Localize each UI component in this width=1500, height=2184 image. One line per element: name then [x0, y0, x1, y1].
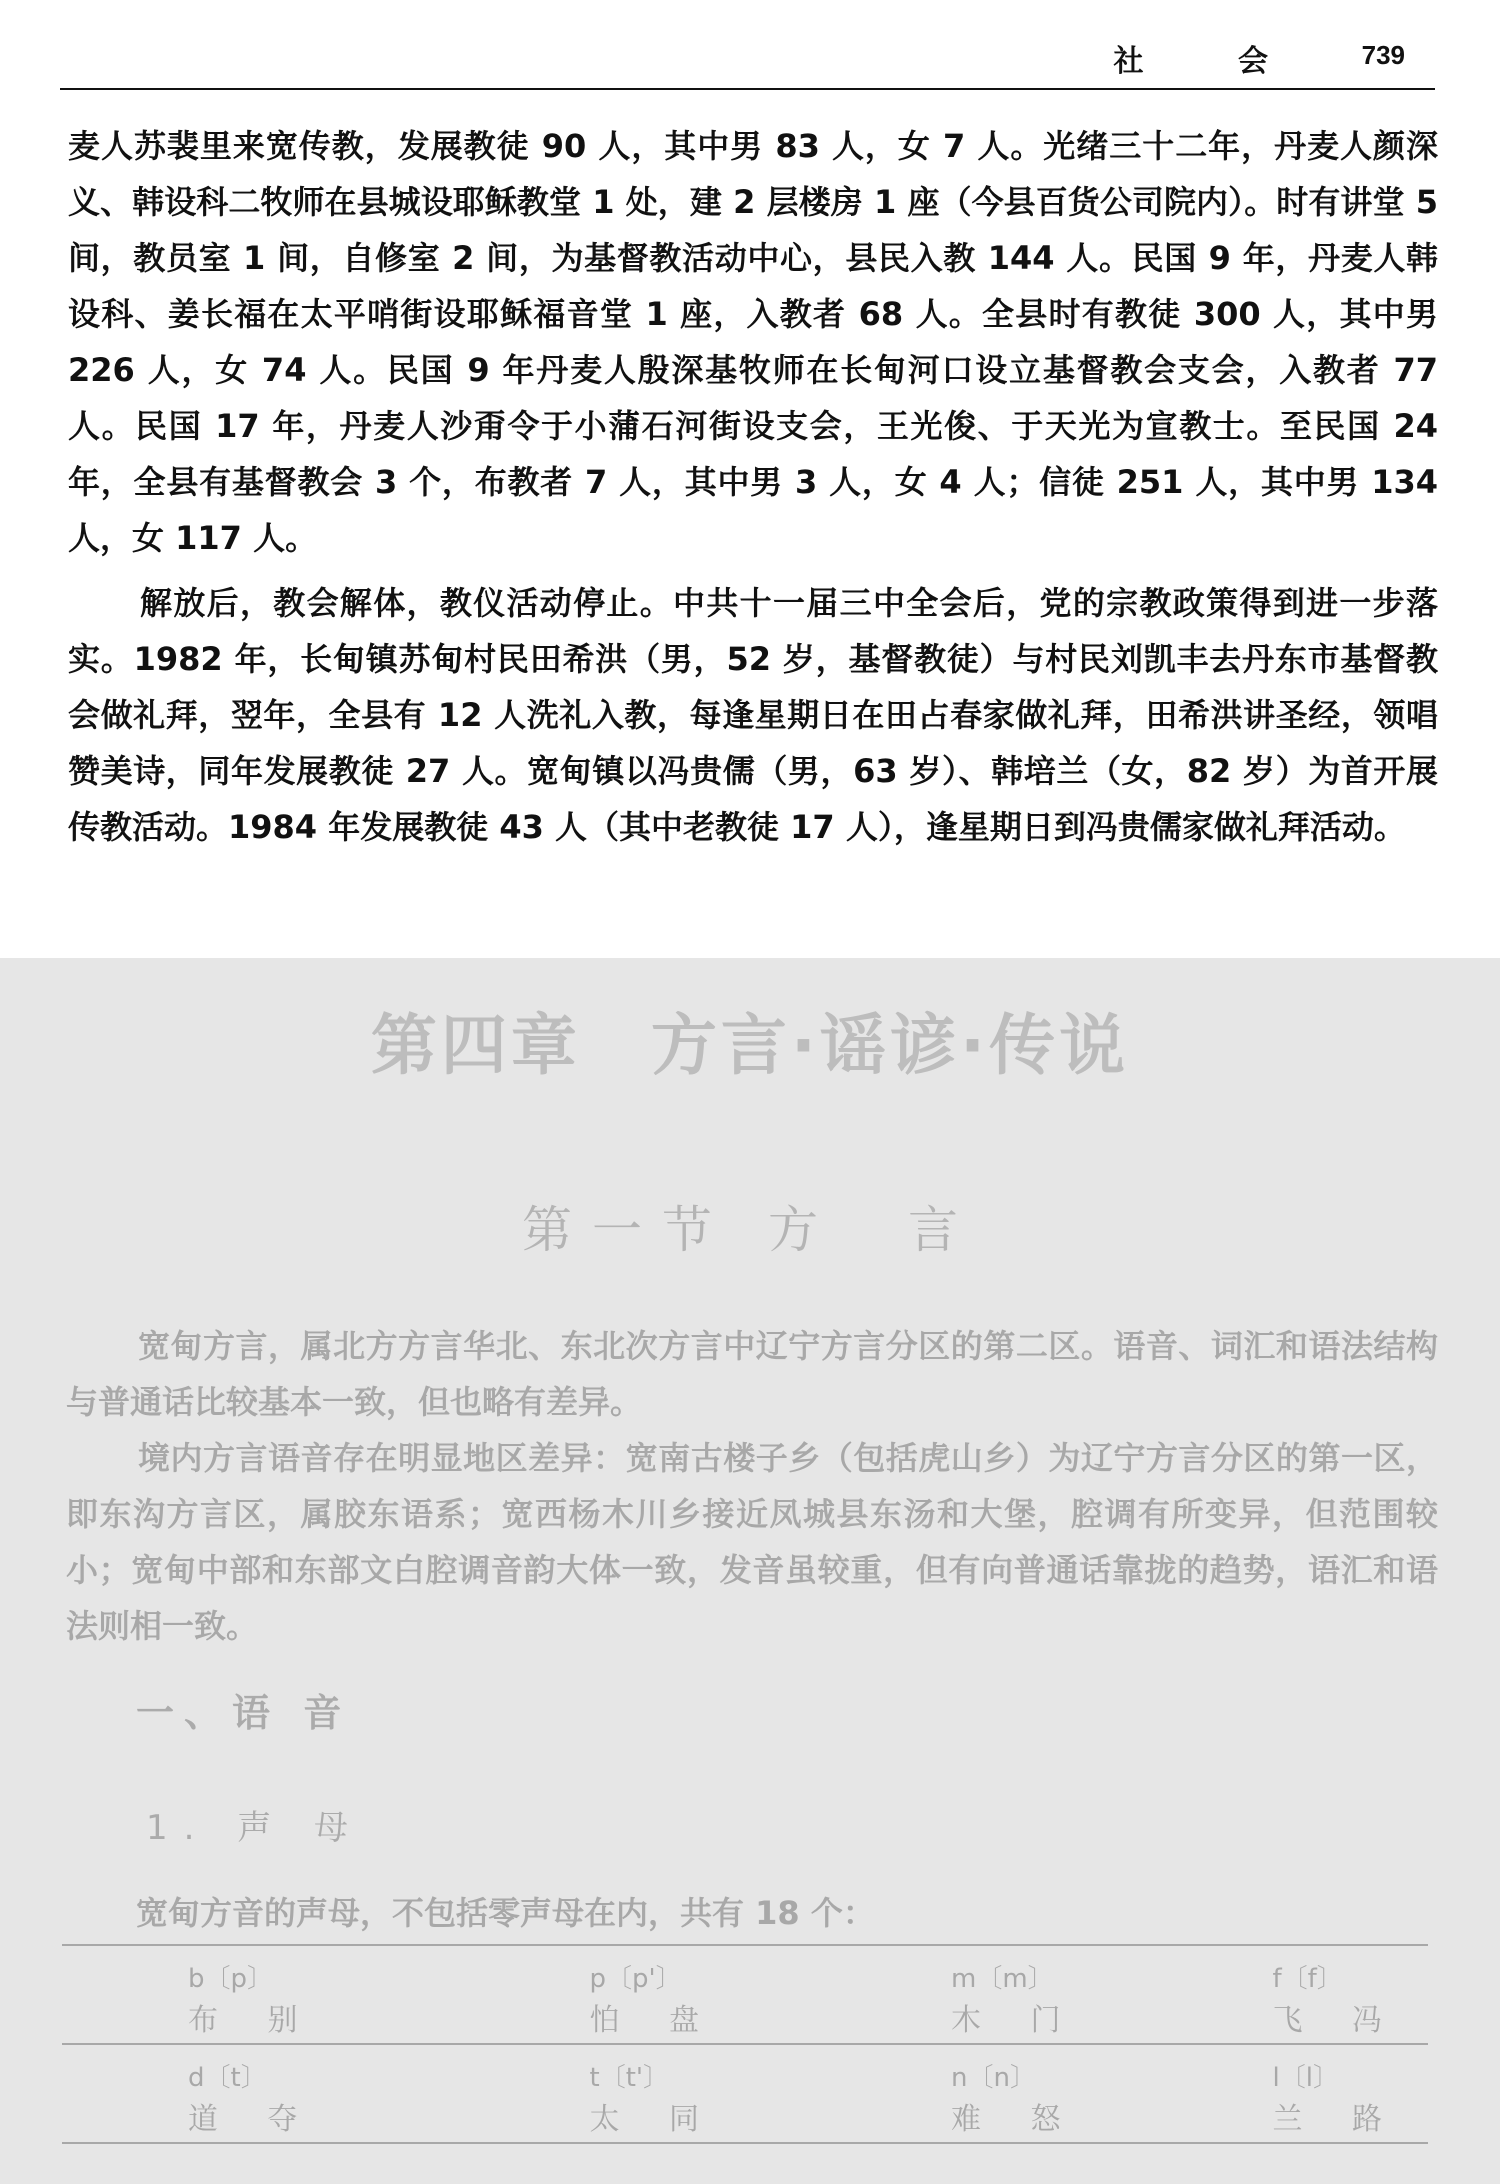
initial-symbol: d〔t〕: [188, 2063, 267, 2093]
paragraph-after-liberation: 解放后，教会解体，教仪活动停止。中共十一届三中全会后，党的宗教政策得到进一步落实。1982 年，长甸镇苏甸村民田希洪（男，52 岁，基督教徒）与村民刘凯丰去丹东市基督教会做礼拜，翌年，全县有 12 人洗礼入教，每逢星期日在田占春家做礼拜，田希洪讲圣经，领唱赞美诗，同年发展教徒 27 人。宽甸镇以冯贵儒（男，63 岁）、韩培兰（女，82 岁）为首开展传教活动。1984 年发展教徒 43 人（其中老教徒 17 人），逢星期日到冯贵儒家做礼拜活动。: [68, 584, 1438, 846]
example-words: 难 怒: [951, 2102, 1081, 2137]
initial-symbol: b〔p〕: [188, 1964, 274, 1994]
initial-symbol: n〔n〕: [951, 2063, 1036, 2093]
paragraph-missionaries: 麦人苏裴里来宽传教，发展教徒 90 人，其中男 83 人，女 7 人。光绪三十二年，丹麦人颜深义、韩设科二牧师在县城设耶稣教堂 1 处，建 2 层楼房 1 座（今县百货公司院内）。时有讲堂 5 间，教员室 1 间，自修室 2 间，为基督教活动中心，县民入教 144 人。民国 9 年，丹麦人韩设科、姜长福在太平哨街设耶稣福音堂 1 座，入教者 68 人。全县时有教徒 300 人，其中男 226 人，女 74 人。民国 9 年丹麦人殷深基牧师在长甸河口设立基督教会支会，入教者 77 人。民国 17 年，丹麦人沙甭令于小蒲石河街设支会，王光俊、于天光为宣教士。至民国 24 年，全县有基督教会 3 个，布教者 7 人，其中男 3 人，女 4 人；信徒 251 人，其中男 134 人，女 117 人。: [68, 127, 1438, 557]
chapter-title: 第四章 方言·谣谚·传说: [370, 1007, 1130, 1084]
example-words: 怕 盘: [589, 2003, 720, 2038]
example-words: 太 同: [589, 2102, 720, 2137]
example-words: 飞 冯: [1272, 2003, 1403, 2038]
subsection-title: 一、语 音: [136, 1691, 352, 1735]
page-number: 739: [1361, 40, 1405, 70]
paragraph-dialect-classification: 宽甸方言，属北方方言华北、东北次方言中辽宁方言分区的第二区。语音、词汇和语法结构与普通话比较基本一致，但也略有差异。: [66, 1327, 1438, 1421]
table-row: [62, 2094, 1428, 2143]
paragraph-regional-differences: 境内方言语音存在明显地区差异：宽南古楼子乡（包括虎山乡）为辽宁方言分区的第一区，即东沟方言区，属胶东语系；宽西杨木川乡接近凤城县东汤和大堡，腔调有所变异，但范围较小；宽甸中部和东部文白腔调音韵大体一致，发音虽较重，但有向普通话靠拢的趋势，语汇和语法则相一致。: [66, 1439, 1438, 1645]
example-words: 道 夺: [188, 2102, 318, 2137]
upper-page-region: [0, 0, 1500, 958]
running-header: [60, 28, 1435, 90]
section-title: 第一节 方 言: [522, 1201, 978, 1259]
subsubsection-title: 1. 声 母: [146, 1808, 365, 1848]
initial-symbol: f〔f〕: [1272, 1964, 1343, 1994]
initials-table: [62, 1944, 1428, 2144]
initial-symbol: t〔t'〕: [589, 2063, 670, 2093]
table-row: [62, 1995, 1428, 2044]
initials-intro: 宽甸方音的声母，不包括零声母在内，共有 18 个：: [136, 1894, 875, 1932]
table-row: [62, 2044, 1428, 2094]
initial-symbol: m〔m〕: [951, 1964, 1054, 1994]
initial-symbol: p〔p'〕: [589, 1964, 682, 1994]
initial-symbol: l〔l〕: [1272, 2063, 1339, 2093]
example-words: 兰 路: [1272, 2102, 1403, 2137]
example-words: 布 别: [188, 2003, 318, 2038]
table-row: [62, 1945, 1428, 1995]
header-section-name: 社 会: [1113, 44, 1310, 79]
example-words: 木 门: [951, 2003, 1081, 2038]
